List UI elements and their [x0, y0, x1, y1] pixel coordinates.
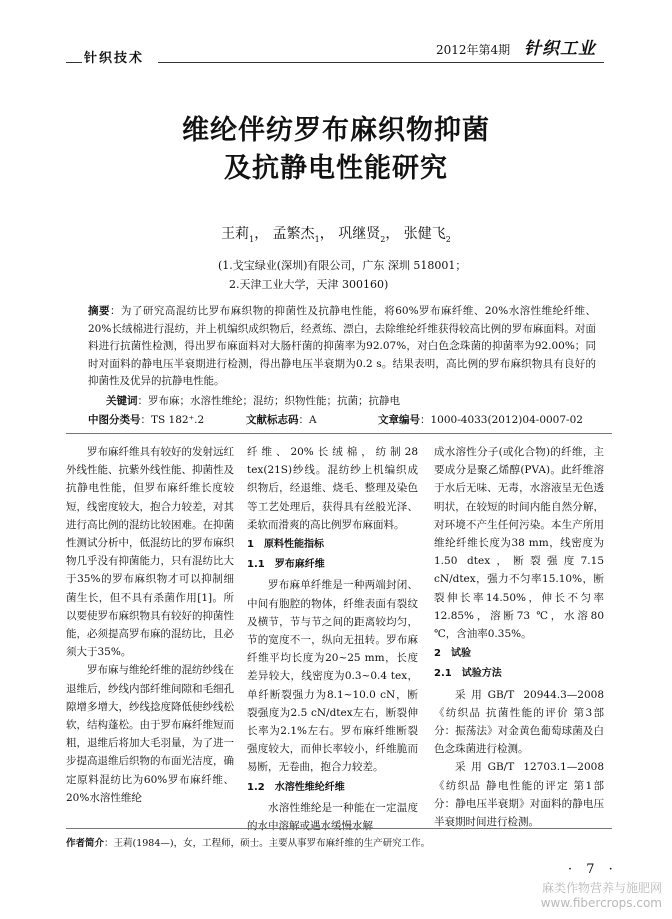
- author-bio-label: 作者简介: [66, 838, 105, 849]
- body-column-2: [247, 443, 418, 835]
- keywords-label: 关键词: [106, 395, 138, 407]
- clc-value: ：TS 182⁺.2: [140, 414, 205, 426]
- author-list: 王莉$_1$， 孟繁杰$_1$， 巩继贤$_2$， 张健飞$_2$: [221, 226, 451, 244]
- clc-label: 中图分类号: [88, 414, 141, 426]
- body-paragraph: 采用GB/T 12703.1—2008《纺织品 静电性能的评定 第1部分：静电压半衰期》对面料的静电压半衰期时间进行检测。: [434, 761, 604, 829]
- article-number-value: ：1000-4033(2012)04-0007-02: [420, 414, 583, 426]
- author-name: 巩继贤: [338, 226, 381, 242]
- footnote-divider: [66, 828, 612, 829]
- title-line-2: 及抗静电性能研究: [224, 153, 448, 184]
- abstract-text: ：为了研究高混纺比罗布麻织物的抑菌性及抗静电性能，将60%罗布麻纤维、20%水溶性维纶纤维、20%长绒棉进行混纺，并上机编织成织物后，经煮练、漂白，去除维纶纤维获得较高比例的罗布麻面料。对面料进行抗菌性检测，得出罗布麻面料对大肠杆菌的抑菌率为92.07%，对白色念珠菌的抑菌率为92.00%；同时对面料的静电压半衰期进行检测，得出静电压半衰期为0.2 s。结果表明，高比例的罗布麻织物具有良好的抑菌性及优异的抗静电性能。: [88, 305, 596, 387]
- issue-label: 2012年第4期: [436, 43, 511, 57]
- body-column-3: [434, 443, 604, 831]
- page-number: · 7 ·: [568, 862, 618, 877]
- article-title: [0, 112, 672, 188]
- abstract-label: 摘要: [88, 305, 110, 317]
- author-name: 孟繁杰: [272, 226, 315, 242]
- keywords-text: ：罗布麻；水溶性维纶；混纺；织物性能；抗菌；抗静电: [137, 395, 400, 407]
- body-paragraph: 采用GB/T 20944.3—2008《纺织品 抗菌性能的评价 第3部分：振荡法》对金黄色葡萄球菌及白色念珠菌进行检测。: [434, 688, 604, 756]
- author-affiliation-mark: 2: [380, 234, 386, 244]
- author-affiliation-mark: 1: [249, 234, 255, 244]
- section-heading: 2 试验: [434, 648, 471, 660]
- keywords: [106, 393, 596, 408]
- abstract: [88, 303, 596, 391]
- author-name: 张健飞: [403, 226, 446, 242]
- body-paragraph: 罗布麻与维纶纤维的混纺纱线在退维后，纱线内部纤维间隙和毛细孔隙增多增大，纱线捻度降低使纱线松软，结构蓬松。由于罗布麻纤维短而粗，退维后将加大毛羽量，为了进一步提高退维后织物的布面光洁度，确定原料混纺比为60%罗布麻纤维、20%水溶性维纶: [66, 664, 234, 804]
- journal-logo: 针织工业: [524, 39, 596, 59]
- body-paragraph: 成水溶性分子(或化合物)的纤维，主要成分是聚乙烯醇(PVA)。此纤维溶于水后无味、无毒，水溶液呈无色透明状，在较短的时间内能自然分解，对环境不产生任何污染。本生产所用维纶纤维长度为38 mm，线密度为1.50 dtex，断裂强度7.15 cN/dtex，强力不匀率15.10%，断裂伸长率14.50%，伸长不匀率12.85%，溶断73 ℃，水溶80 ℃，含油率0.35%。: [434, 446, 604, 641]
- affiliations: [218, 256, 466, 294]
- header-rule-right: [158, 62, 604, 63]
- article-number-label: 文章编号: [378, 414, 420, 426]
- body-paragraph: 纤维、20%长绒棉，纺制28 tex(21S)纱线。混纺纱上机编织成织物后，经退维、烧毛、整理及染色等工艺处理后，获得具有丝般光泽、柔软而滑爽的高比例罗布麻面料。: [247, 446, 418, 531]
- author-name: 王莉: [221, 226, 250, 242]
- affiliation-line: 2.天津工业大学，天津 300160): [229, 278, 389, 291]
- author-affiliation-mark: 2: [445, 234, 451, 244]
- section-heading: 2.1 试验方法: [434, 668, 502, 680]
- author-bio-text: ：王莉(1984—)，女，工程师，硕士。主要从事罗布麻纤维的生产研究工作。: [104, 838, 431, 849]
- section-heading: 1 原料性能指标: [247, 539, 324, 551]
- section-label: 针织技术: [84, 51, 145, 66]
- watermark-line: 麻类作物营养与施肥网: [541, 881, 662, 895]
- doc-code-label: 文献标志码: [246, 414, 299, 426]
- body-paragraph: 水溶性维纶是一种能在一定温度的水中溶解或遇水缓慢水解: [247, 801, 418, 833]
- affiliation-line: (1.戈宝绿业(深圳)有限公司，广东 深圳 518001；: [218, 259, 467, 272]
- doc-code-value: ：A: [298, 414, 317, 426]
- abstract-divider: [66, 433, 612, 434]
- title-line-1: 维纶伴纺罗布麻织物抑菌: [182, 115, 490, 146]
- body-paragraph: 罗布麻纤维具有较好的发射远红外线性能、抗紫外线性能、抑菌性及抗静电性能，但罗布麻纤维长度较短，线密度较大，抱合力较差，对其进行高比例的混纺比较困难。在抑菌性测试分析中，低混纺比的罗布麻织物几乎没有抑菌能力，只有混纺比大于35%的罗布麻织物才可以抑制细菌生长，但不具有杀菌作用[1]。所以要使罗布麻织物具有较好的抑菌性能，必须提高罗布麻的混纺比，且必须大于35%。: [66, 446, 234, 659]
- author-affiliation-mark: 1: [314, 234, 320, 244]
- section-heading: 1.2 水溶性维纶纤维: [247, 781, 345, 793]
- watermark-line: www.fibercrops.com: [540, 896, 662, 910]
- body-column-1: [66, 443, 234, 807]
- header-rule-left: [66, 62, 82, 63]
- body-paragraph: 罗布麻单纤维是一种两端封闭、中间有胞腔的物体，纤维表面有裂纹及横节，节与节之间的距离较均匀，节的宽度不一，纵向无扭转。罗布麻纤维平均长度为20~25 mm，长度差异较大，线密度为0.3~0.4 tex，单纤断裂强力为8.1~10.0 cN，断裂强度为2.5 cN/dtex左右，断裂伸长率为2.1%左右。罗布麻纤维断裂强度较大，而伸长率较小，纤维脆而易断，无卷曲，抱合力较差。: [247, 579, 418, 774]
- author-bio: [66, 835, 430, 849]
- watermark: [476, 881, 662, 911]
- section-heading: 1.1 罗布麻纤维: [247, 559, 325, 571]
